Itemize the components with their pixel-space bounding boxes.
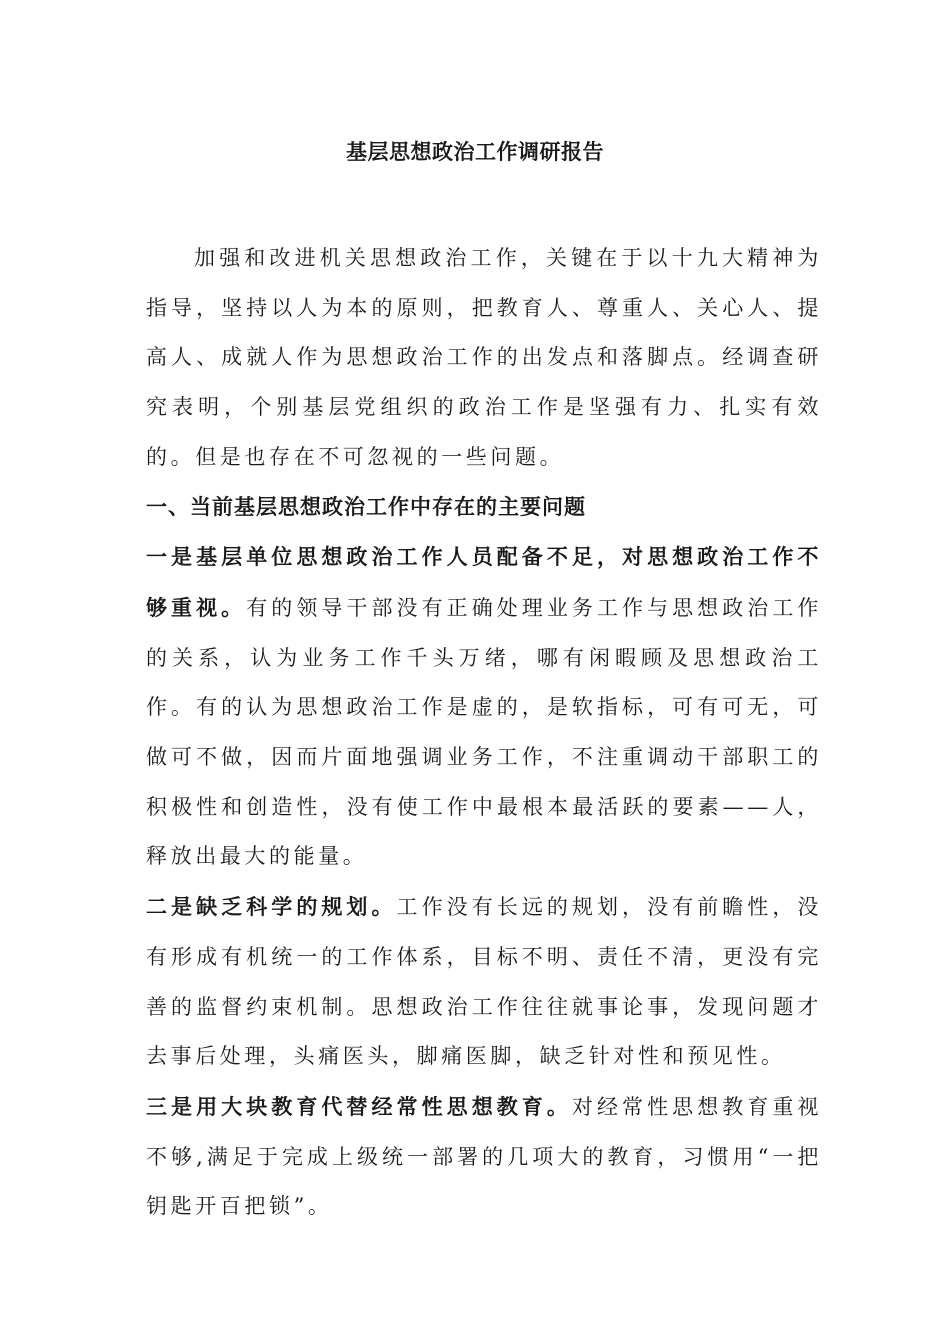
problem-text-1: 有的领导干部没有正确处理业务工作与思想政治工作的关系，认为业务工作千头万绪，哪有闲暇顾及思想政治工作。有的认为思想政治工作是虚的，是软指标，可有可无，可做可不做，因而片面地强调业务工作，不注重调动干部职工的积极性和创造性，没有使工作中最根本最活跃的要素——人，释放出最大的能量。 <box>146 595 822 869</box>
problem-paragraph-3 <box>146 1082 822 1232</box>
problem-text-3: 对经常性思想教育重视不够,满足于完成上级统一部署的几项大的教育，习惯用“一把钥匙开百把锁”。 <box>146 1094 823 1219</box>
problem-paragraph-1 <box>146 532 822 882</box>
problem-lead-3: 三是用大块教育代替经常性思想教育。 <box>146 1093 572 1119</box>
section-heading: 一、当前基层思想政治工作中存在的主要问题 <box>146 494 586 519</box>
problem-lead-1: 一是基层单位思想政治工作人员配备不足，对思想政治工作不够重视。 <box>146 544 822 620</box>
problem-text-2: 工作没有长远的规划，没有前瞻性，没有形成有机统一的工作体系，目标不明、责任不清，更没有完善的监督约束机制。思想政治工作往往就事论事，发现问题才去事后处理，头痛医头，脚痛医脚，缺乏针对性和预见性。 <box>146 895 823 1069</box>
document-title: 基层思想政治工作调研报告 <box>346 140 604 164</box>
problem-paragraph-2 <box>146 882 822 1082</box>
intro-paragraph: 加强和改进机关思想政治工作，关键在于以十九大精神为指导，坚持以人为本的原则，把教育人、尊重人、关心人、提高人、成就人作为思想政治工作的出发点和落脚点。经调查研究表明，个别基层党组织的政治工作是坚强有力、扎实有效的。但是也存在不可忽视的一些问题。 <box>146 246 822 469</box>
document-body <box>146 234 822 1232</box>
problem-lead-2: 二是缺乏科学的规划。 <box>146 894 397 920</box>
